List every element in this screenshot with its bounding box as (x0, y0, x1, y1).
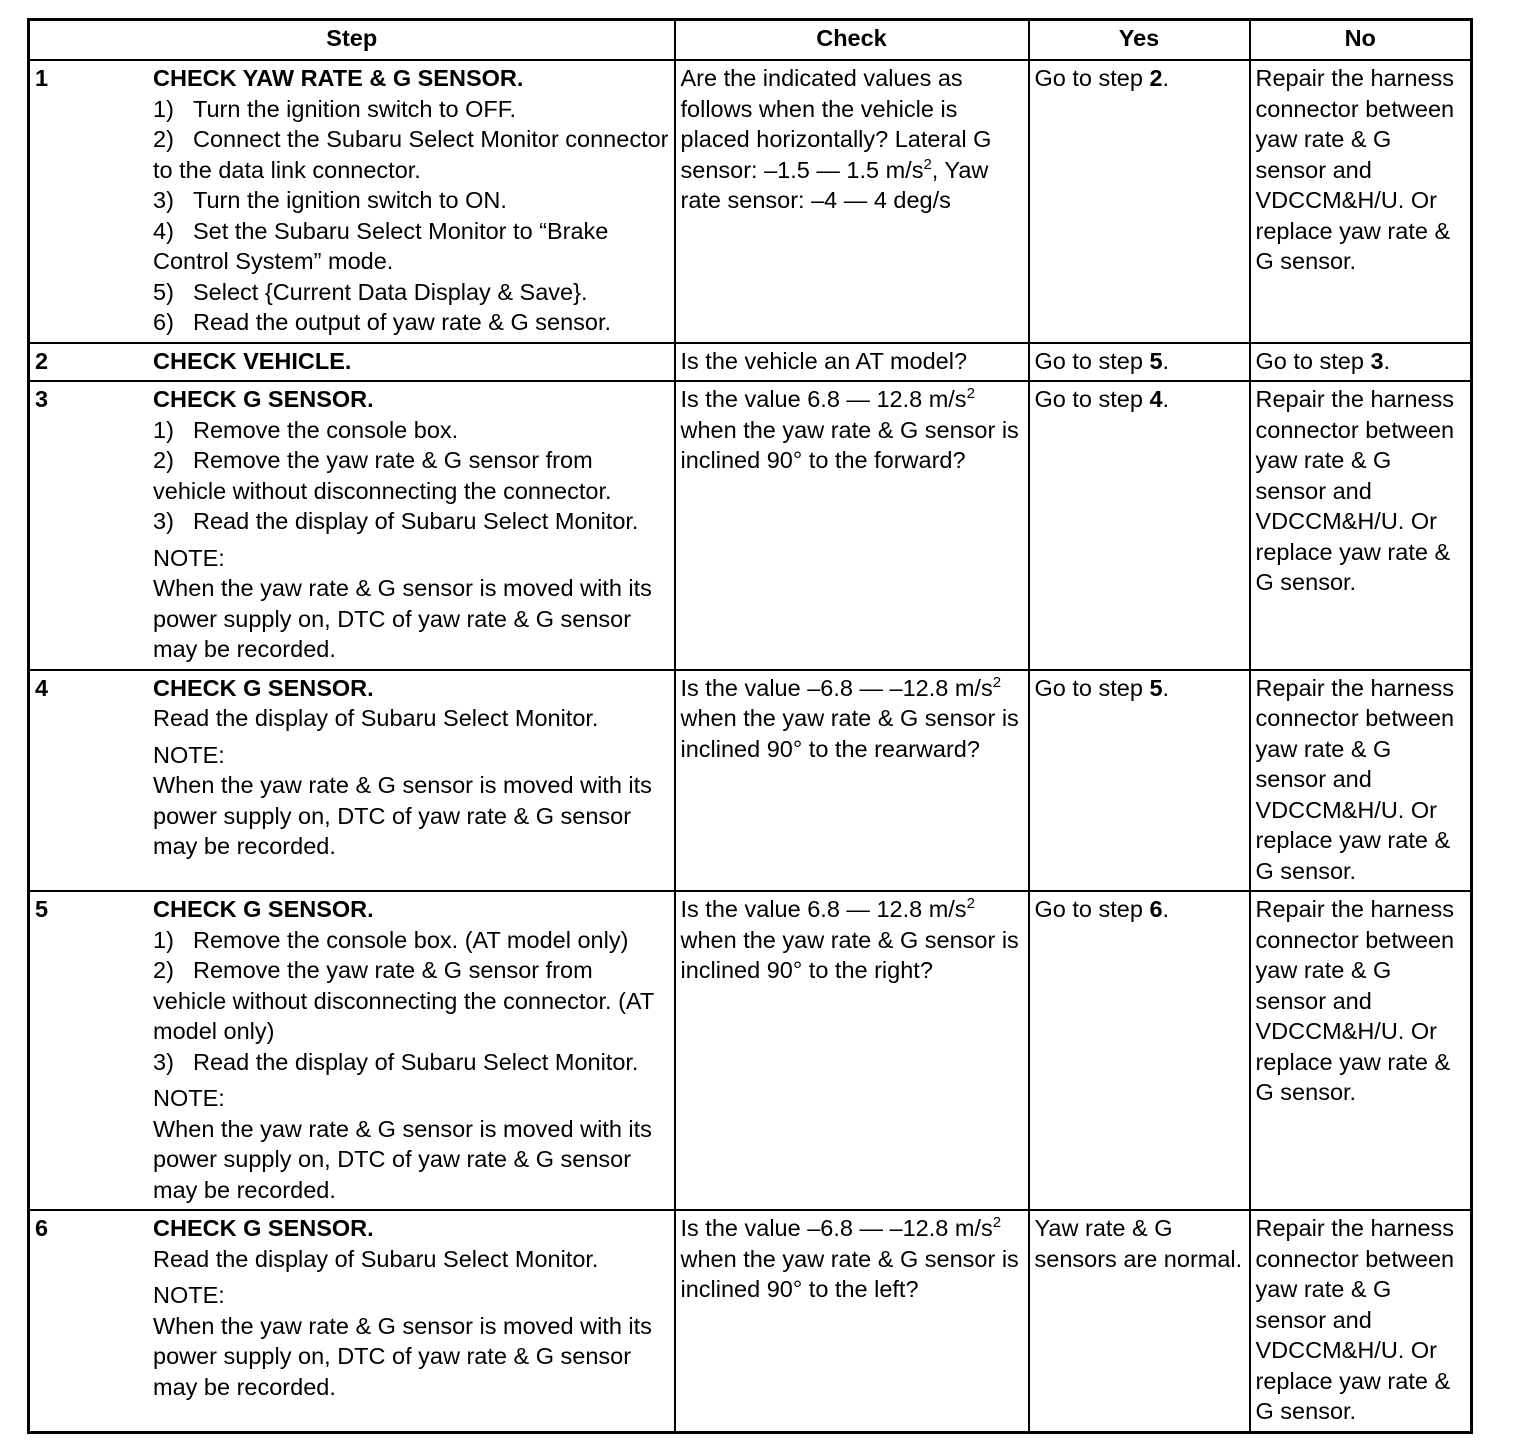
table-row (29, 1210, 1472, 1432)
note-text: When the yaw rate & G sensor is moved with its power supply on, DTC of yaw rate & G sensor may be recorded. (153, 575, 652, 662)
step-cell (29, 670, 675, 892)
step-number: 4 (35, 674, 49, 701)
no-cell: Repair the harness connector between yaw rate & G sensor and VDCCM&H/U. Or replace yaw rate & G sensor. (1250, 60, 1472, 343)
substep: 3) Turn the ignition switch to ON. (153, 187, 507, 213)
yes-cell: Go to step 5. (1029, 343, 1250, 382)
step-title: CHECK G SENSOR. (153, 386, 374, 412)
step-cell (29, 60, 675, 343)
header-yes: Yes (1029, 20, 1250, 61)
substep: 1) Remove the console box. (153, 416, 459, 443)
step-instruction: Read the display of Subaru Select Monitor. (153, 1245, 599, 1272)
substep: 6) Read the output of yaw rate & G sensor. (153, 309, 612, 335)
check-cell: Is the value –6.8 — –12.8 $m/s^2$ when the yaw rate & G sensor is inclined 90° to the rearward? (675, 670, 1029, 892)
substep: 5) Select {Current Data Display & Save}. (153, 278, 588, 305)
header-step: Step (29, 20, 675, 61)
table-row (29, 891, 1472, 1210)
table-row (29, 343, 1472, 382)
table-row (29, 670, 1472, 892)
step-number: 5 (35, 896, 49, 922)
check-cell: Is the value 6.8 — 12.8 $m/s^2$ when the yaw rate & G sensor is inclined 90° to the forward? (675, 381, 1029, 670)
no-cell: Repair the harness connector between yaw rate & G sensor and VDCCM&H/U. Or replace yaw rate & G sensor. (1250, 1210, 1472, 1432)
substep: 3) Read the display of Subaru Select Monitor. (153, 508, 639, 534)
table-row (29, 60, 1472, 343)
note-text: When the yaw rate & G sensor is moved with its power supply on, DTC of yaw rate & G sensor may be recorded. (153, 772, 652, 859)
substep: 2) Remove the yaw rate & G sensor from vehicle without disconnecting the connector. (153, 447, 612, 504)
step-title: CHECK G SENSOR. (153, 1215, 374, 1241)
step-title: CHECK G SENSOR. (153, 674, 374, 701)
note-text: When the yaw rate & G sensor is moved with its power supply on, DTC of yaw rate & G sensor may be recorded. (153, 1115, 652, 1203)
yes-cell: Go to step 4. (1029, 381, 1250, 670)
note-label: NOTE: (153, 544, 225, 571)
header-no: No (1250, 20, 1472, 61)
step-cell (29, 891, 675, 1210)
step-number: 1 (35, 65, 49, 91)
step-number: 6 (35, 1215, 49, 1241)
header-row (29, 20, 1472, 61)
step-title: CHECK G SENSOR. (153, 896, 374, 922)
step-title: CHECK VEHICLE. (153, 347, 352, 374)
note-label: NOTE: (153, 741, 225, 768)
check-cell: Is the vehicle an AT model? (675, 343, 1029, 382)
substep: 1) Turn the ignition switch to OFF. (153, 95, 517, 122)
substep: 3) Read the display of Subaru Select Monitor. (153, 1048, 639, 1075)
yes-cell: Go to step 2. (1029, 60, 1250, 343)
no-cell: Go to step 3. (1250, 343, 1472, 382)
check-cell: Is the value –6.8 — –12.8 $m/s^2$ when the yaw rate & G sensor is inclined 90° to the left? (675, 1210, 1029, 1432)
step-cell (29, 1210, 675, 1432)
step-title: CHECK YAW RATE & G SENSOR. (153, 65, 524, 91)
substep: 1) Remove the console box. (AT model only) (153, 926, 629, 953)
check-cell: Is the value 6.8 — 12.8 $m/s^2$ when the yaw rate & G sensor is inclined 90° to the right? (675, 891, 1029, 1210)
note-label: NOTE: (153, 1282, 225, 1308)
substep: 2) Connect the Subaru Select Monitor connector to the data link connector. (153, 126, 669, 183)
step-number: 2 (35, 347, 49, 374)
diagnostic-table (27, 18, 1473, 1434)
step-number: 3 (35, 386, 49, 412)
substep: 2) Remove the yaw rate & G sensor from vehicle without disconnecting the connector. (AT model only) (153, 957, 654, 1044)
substep: 4) Set the Subaru Select Monitor to “Brake Control System” mode. (153, 217, 609, 274)
no-cell: Repair the harness connector between yaw rate & G sensor and VDCCM&H/U. Or replace yaw rate & G sensor. (1250, 381, 1472, 670)
step-cell (29, 381, 675, 670)
check-cell: Are the indicated values as follows when the vehicle is placed horizontally? Lateral G sensor: –1.5 — 1.5 $m/s^2$, Yaw rate sensor: –4 — 4 deg/s (675, 60, 1029, 343)
note-text: When the yaw rate & G sensor is moved with its power supply on, DTC of yaw rate & G sensor may be recorded. (153, 1312, 652, 1400)
no-cell: Repair the harness connector between yaw rate & G sensor and VDCCM&H/U. Or replace yaw rate & G sensor. (1250, 670, 1472, 892)
step-instruction: Read the display of Subaru Select Monitor. (153, 705, 599, 731)
note-label: NOTE: (153, 1085, 225, 1111)
step-cell (29, 343, 675, 382)
no-cell: Repair the harness connector between yaw rate & G sensor and VDCCM&H/U. Or replace yaw rate & G sensor. (1250, 891, 1472, 1210)
yes-cell: Go to step 6. (1029, 891, 1250, 1210)
table-row (29, 381, 1472, 670)
yes-cell: Go to step 5. (1029, 670, 1250, 892)
header-check: Check (675, 20, 1029, 61)
yes-cell: Yaw rate & G sensors are normal. (1029, 1210, 1250, 1432)
